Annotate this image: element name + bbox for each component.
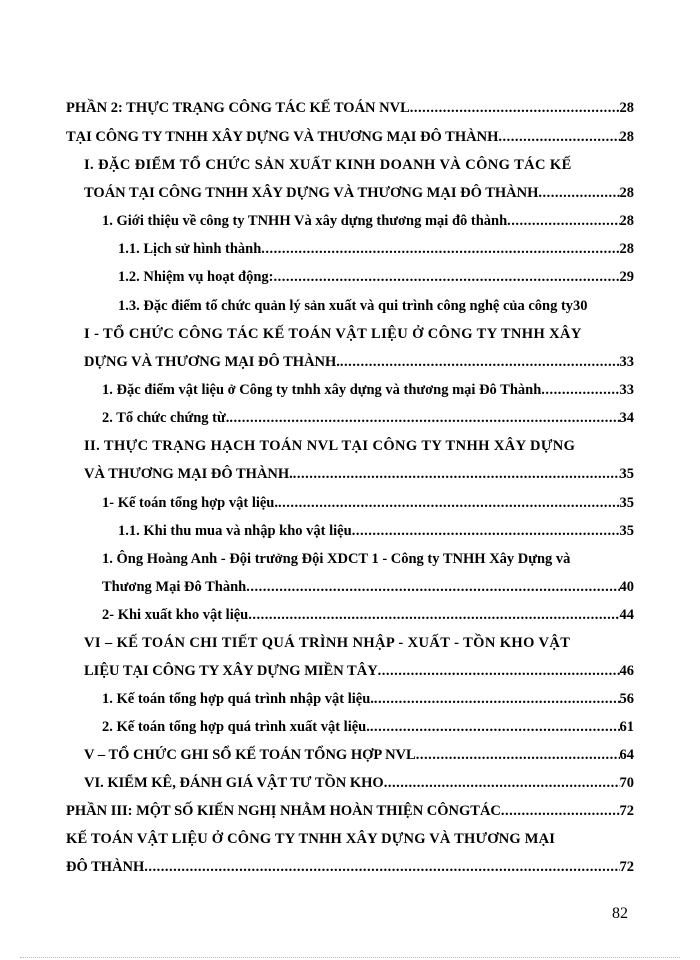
toc-leader	[352, 521, 620, 541]
toc-leader	[384, 773, 620, 793]
toc-entry-text: PHẦN III: MỘT SỐ KIẾN NGHỊ NHẰM HOÀN THIỆN CÔNGTÁC	[66, 803, 501, 819]
toc-leader	[541, 380, 619, 400]
toc-entry	[84, 183, 634, 203]
toc-entry-text: LIỆU TẠI CÔNG TY XÂY DỰNG MIỀN TÂY	[84, 663, 378, 679]
toc-entry	[102, 493, 634, 513]
toc-leader	[293, 464, 620, 484]
toc-entry	[66, 98, 634, 118]
toc-entry-page: 28	[619, 129, 634, 145]
toc-entry-line1: 1. Ông Hoàng Anh - Đội trưởng Đội XDCT 1 - Công ty TNHH Xây Dựng và	[102, 551, 571, 567]
toc-leader	[507, 211, 619, 231]
toc-entry	[66, 857, 634, 877]
toc-entry-text: 1.1. Khi thu mua và nhập kho vật liệu	[118, 523, 352, 539]
toc-entry-text: DỰNG VÀ THƯƠNG MẠI ĐÔ THÀNH.	[84, 354, 340, 370]
toc-entry-page: 28	[619, 100, 634, 116]
toc-entry-page: 40	[619, 579, 634, 595]
toc-entry-page: 64	[619, 747, 634, 763]
toc-entry	[84, 661, 634, 681]
toc-entry-page: 72	[619, 859, 634, 875]
toc-entry-line1: KẾ TOÁN VẬT LIỆU Ở CÔNG TY TNHH XÂY DỰNG VÀ THƯƠNG MẠI	[66, 831, 556, 847]
toc-entry	[102, 577, 634, 597]
toc-leader	[278, 493, 620, 513]
toc-leader	[340, 352, 620, 372]
toc-entry-page: 35	[619, 466, 634, 482]
toc-entry	[66, 127, 634, 147]
toc-leader	[374, 689, 620, 709]
toc-entry	[102, 689, 634, 709]
toc-entry	[118, 521, 634, 541]
toc-entry	[118, 296, 634, 316]
toc-entry-text: Thương Mại Đô Thành	[102, 579, 247, 595]
toc-entry-page: 46	[619, 663, 634, 679]
toc-entry-page: 33	[619, 382, 634, 398]
toc-leader	[274, 267, 620, 287]
toc-leader	[246, 577, 619, 597]
toc-entry-text: TOÁN TẠI CÔNG TNHH XÂY DỰNG VÀ THƯƠNG MẠI ĐÔ THÀNH	[84, 185, 539, 201]
toc-entry-text: 1. Giới thiệu về công ty TNHH Và xây dựng thương mại đô thành	[102, 213, 508, 229]
toc-entry-text: VI. KIỂM KÊ, ĐÁNH GIÁ VẬT TƯ TỒN KHO	[84, 775, 384, 791]
toc-entry-text: ĐÔ THÀNH	[66, 859, 145, 875]
toc-entry	[102, 408, 634, 428]
toc-entry-page: 28	[619, 213, 634, 229]
toc-leader	[410, 98, 620, 118]
toc-entry-text: VÀ THƯƠNG MẠI ĐÔ THÀNH.	[84, 466, 293, 482]
toc-entry-line1: II. THỰC TRẠNG HẠCH TOÁN NVL TẠI CÔNG TY TNHH XÂY DỰNG	[84, 438, 576, 454]
toc-leader	[498, 127, 619, 147]
toc-entry-text: 1- Kế toán tổng hợp vật liệu.	[102, 495, 278, 511]
toc-entry-page: 56	[619, 691, 634, 707]
toc-entry	[102, 717, 634, 737]
toc-entry-text: 1.3. Đặc điểm tổ chức quản lý sản xuất và qui trình công nghệ của công ty	[118, 298, 574, 314]
toc-entry-text: V – TỔ CHỨC GHI SỔ KẾ TOÁN TỔNG HỢP NVL	[84, 747, 416, 763]
toc-leader	[370, 717, 620, 737]
page-bottom-divider	[20, 957, 680, 958]
toc-entry-text: 1. Đặc điểm vật liệu ở Công ty tnhh xây dựng và thương mại Đô Thành	[102, 382, 542, 398]
toc-leader	[248, 605, 619, 625]
toc-leader	[378, 661, 620, 681]
toc-entry-text: 1. Kế toán tổng hợp quá trình nhập vật liệu.	[102, 691, 374, 707]
toc-entry-page: 61	[619, 719, 634, 735]
toc-entry-page: 34	[619, 410, 634, 426]
toc-leader	[501, 801, 620, 821]
toc-entry	[84, 773, 634, 793]
toc-entry-page: 28	[619, 241, 634, 257]
toc-entry-text: 2. Kế toán tổng hợp quá trình xuất vật liệu.	[102, 719, 370, 735]
toc-entry	[84, 745, 634, 765]
toc-entry	[118, 267, 634, 287]
toc-leader	[538, 183, 619, 203]
toc-entry-page: 28	[619, 185, 634, 201]
toc-entry-text: PHẦN 2: THỰC TRẠNG CÔNG TÁC KẾ TOÁN NVL	[66, 100, 410, 116]
toc-entry	[118, 239, 634, 259]
toc-entry-page: 35	[619, 523, 634, 539]
toc-entry-line1: I - TỔ CHỨC CÔNG TÁC KẾ TOÁN VẬT LIỆU Ở CÔNG TY TNHH XÂY	[84, 326, 582, 342]
toc-entry	[102, 380, 634, 400]
toc-leader	[416, 745, 620, 765]
toc-entry-text: 1.2. Nhiệm vụ hoạt động:	[118, 269, 274, 285]
toc-entry	[66, 801, 634, 821]
toc-entry-text: 1.1. Lịch sử hình thành	[118, 241, 262, 257]
toc-entry	[84, 464, 634, 484]
toc-entry-page: 72	[619, 803, 634, 819]
toc-entry-page: 70	[619, 775, 634, 791]
toc-entry-page: 30	[573, 298, 588, 314]
toc-entry-page: 33	[619, 354, 634, 370]
page-number: 82	[612, 905, 628, 922]
toc-leader	[229, 408, 619, 428]
toc-entry-text: TẠI CÔNG TY TNHH XÂY DỰNG VÀ THƯƠNG MẠI ĐÔ THÀNH	[66, 129, 499, 145]
toc-entry-line1: I. ĐẶC ĐIỂM TỔ CHỨC SẢN XUẤT KINH DOANH VÀ CÔNG TÁC KẾ	[84, 157, 572, 173]
toc-entry-text: 2- Khi xuất kho vật liệu	[102, 607, 249, 623]
toc-entry-page: 29	[619, 269, 634, 285]
toc-entry	[84, 352, 634, 372]
toc-leader	[144, 857, 619, 877]
toc-entry-line1: VI – KẾ TOÁN CHI TIẾT QUÁ TRÌNH NHẬP - XUẤT - TỒN KHO VẬT	[84, 635, 571, 651]
toc-entry-text: 2. Tổ chức chứng từ.	[102, 410, 230, 426]
toc-entry-page: 35	[619, 495, 634, 511]
toc-leader	[261, 239, 619, 259]
toc-entry	[102, 605, 634, 625]
toc-entry	[102, 211, 634, 231]
toc-entry-page: 44	[619, 607, 634, 623]
